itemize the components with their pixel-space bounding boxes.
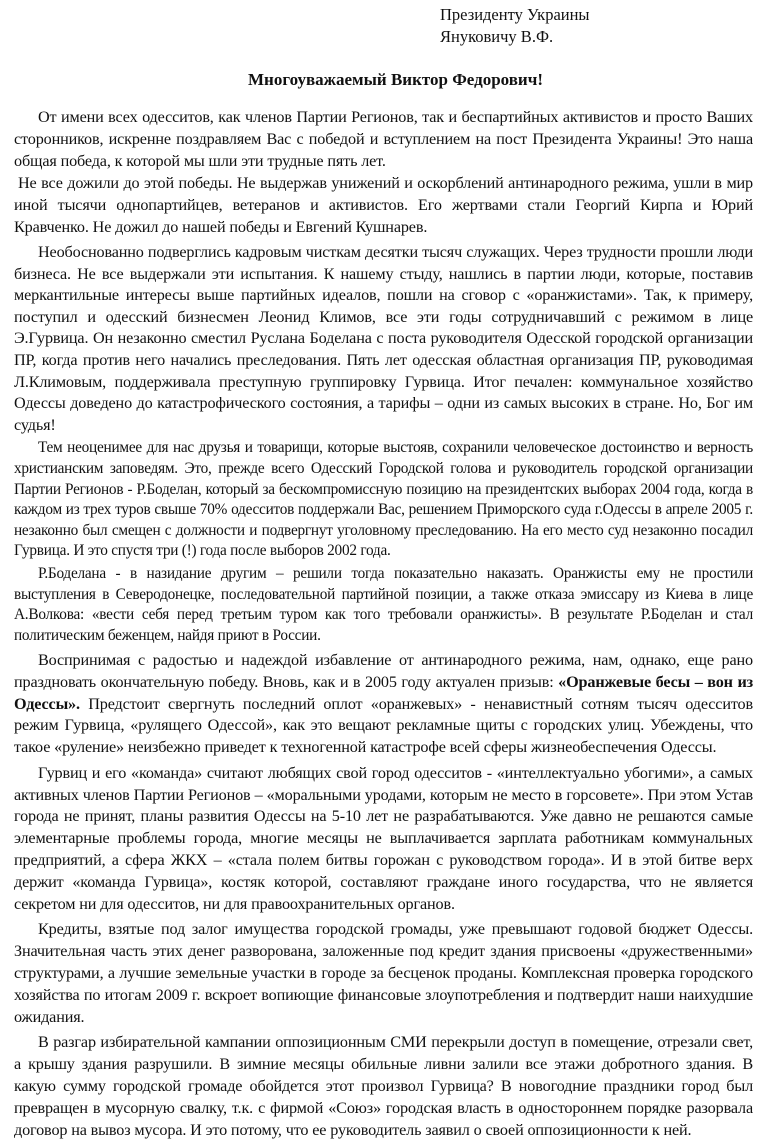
slogan-rest: Предстоит свергнуть последний оплот «оранжевых» - ненавистный сотням тысяч одесситов режим Гурвица, «рулящего Одессой», как это вещают рекламные щиты с городских улиц. Убеждены, что такое «руление» неизбежно приведет к техногенной катастрофе всей сферы жизнеобеспечения Одессы. xyxy=(14,694,753,757)
paragraph-credits: Кредиты, взятые под залог имущества городской громады, уже превышают годовой бюджет Одессы. Значительная часть этих денег разворована, заложенные под кредит здания присвоены «дружественными» структурами, а лучшие земельные участки в городе за бесценок проданы. Комплексная проверка городского хозяйства по итогам 2009 г. вскроет вопиющие финансовые злоупотребления и подтвердит наши наихудшие ожидания. xyxy=(14,920,753,1026)
paragraph-campaign: В разгар избирательной кампании оппозиционным СМИ перекрыли доступ в помещение, отрезали свет, а крышу здания разрушили. В зимние месяцы обильные ливни залили все этажи добротного здания. В какую сумму городской громаде обойдется этот произвол Гурвица? В новогодние праздники город был превращен в мусорную свалку, т.к. с фирмой «Союз» городская власть в одностороннем порядке разорвала договор на вывоз мусора. И это потому, что ее руководитель заявил о своей оппозиционности к ней. xyxy=(14,1033,753,1139)
addressee-name: Януковичу В.Ф. xyxy=(440,27,554,46)
paragraph-victims: Не все дожили до этой победы. Не выдержав унижений и оскорблений антинародного режима, ушли в мир иной тысячи однопартийцев, ветеранов и активистов. Его жертвами стали Георгий Кирпа и Юрий Кравченко. Не дожил до нашей победы и Евгений Кушнарев. xyxy=(14,174,753,236)
paragraph-purges: Необоснованно подверглись кадровым чисткам десятки тысяч служащих. Через трудности прошли люди бизнеса. Не все выдержали эти испытания. К нашему стыду, нашлись в партии люди, которые, поставив меркантильные интересы выше партийных идеалов, пошли на сговор с «оранжистами». Так, к примеру, поступил и одесский бизнесмен Леонид Климов, все эти годы сотрудничавший с режимом в лице Э.Гурвица. Он незаконно сместил Руслана Боделана с поста руководителя Одесской городской организации ПР, когда против него начались преследования. Пять лет одесская областная организация ПР, руководимая Л.Климовым, поддерживала преступную группировку Гурвица. Итог печален: коммунальное хозяйство Одессы доведено до катастрофического состояния, а тарифы – одни из самых высоких в стране. Но, Бог им судья! xyxy=(14,243,753,434)
paragraph-punishment: Р.Боделана - в назидание другим – решили тогда показательно наказать. Оранжисты ему не простили выступления в Северодонецке, последовательной партийной позиции, а также отказа эмиссару из Киева в лице А.Волкова: «вести себя перед третьим туром как того требовали оранжисты». В результате Р.Боделан и стал политическим беженцем, найдя приют в России. xyxy=(14,564,753,644)
addressee-block xyxy=(440,4,753,48)
paragraph-team: Гурвиц и его «команда» считают любящих свой город одесситов - «интеллектуально убогими», а самых активных членов Партии Регионов – «моральными уродами, которым не место в горсовете». При этом Устав города не принят, планы развития Одессы на 5-10 лет не разрабатываются. Уже давно не решаются самые элементарные проблемы города, многие месяцы не выплачивается зарплата работникам коммунальных предприятий, а сфера ЖКХ – «стала полем битвы горожан с руководством города». И в этой битве верх держит «команда Гурвица», костяк которой, составляют граждане иного государства, что не является секретом ни для одесситов, ни для правоохранительных органов. xyxy=(14,763,753,913)
paragraph-bodelan: Тем неоценимее для нас друзья и товарищи, которые выстояв, сохранили человеческое достоинство и верность христианским заповедям. Это, прежде всего Одесский Городской голова и руководитель городской организации Партии Регионов - Р.Боделан, который за бескомпромиссную позицию на президентских выборах 2004 года, когда в каждом из трех туров свыше 70% одесситов поддержали Вас, решением Приморского суда г.Одессы в апреле 2005 г. незаконно был смещен с должности и подвергнут уголовному преследованию. На его место суд незаконно посадил Гурвица. И это спустя три (!) года после выборов 2002 года. xyxy=(14,439,753,560)
slogan-intro: Воспринимая с радостью и надеждой избавление от антинародного режима, нам, однако, еще рано праздновать окончательную победу. Вновь, как и в 2005 году актуален призыв: xyxy=(14,651,753,691)
addressee-title: Президенту Украины xyxy=(440,5,590,24)
salutation: Многоуважаемый Виктор Федорович! xyxy=(248,70,543,89)
paragraph-congratulations: От имени всех одесситов, как членов Партии Регионов, так и беспартийных активистов и просто Ваших сторонников, искренне поздравляем Вас с победой и вступлением на пост Президента Украины! Это наша общая победа, к которой мы шли эти трудные пять лет. xyxy=(14,108,753,170)
slogan-bold: «Оранжевые бесы – вон из Одессы». xyxy=(14,672,753,713)
paragraph-slogan xyxy=(14,650,753,759)
